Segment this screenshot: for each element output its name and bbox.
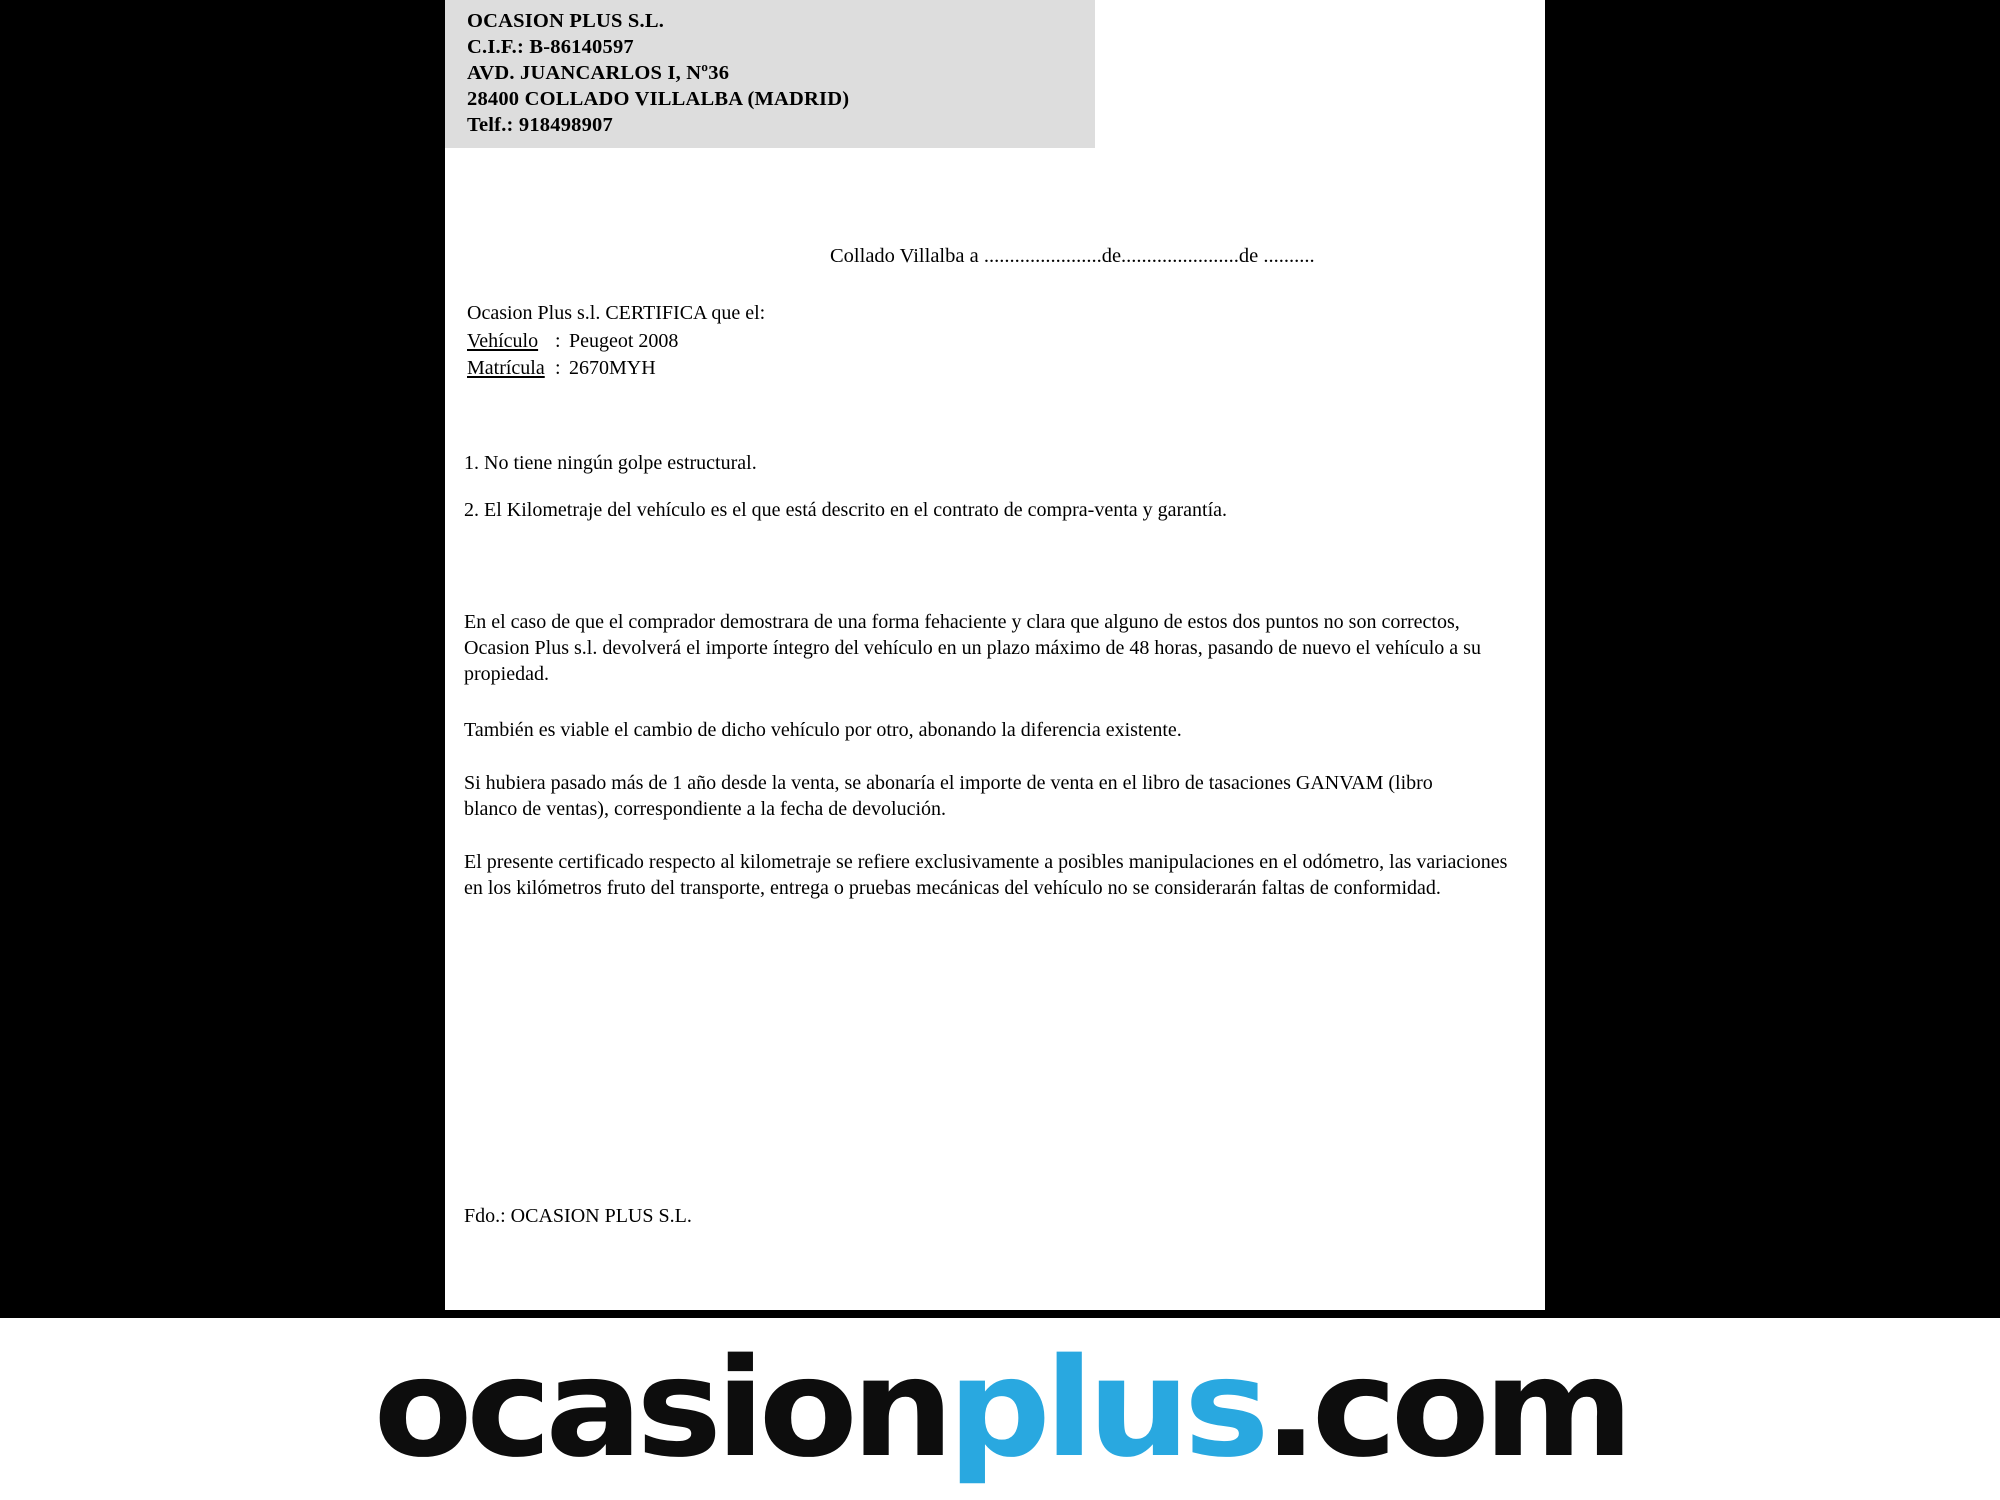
footer-logo-bar	[0, 1318, 2000, 1500]
logo-part-plus: plus	[947, 1330, 1263, 1488]
company-letterhead	[445, 0, 1095, 148]
field-plate	[467, 355, 1367, 381]
field-plate-value: 2670MYH	[569, 357, 656, 379]
company-name: OCASION PLUS S.L.	[467, 10, 665, 32]
logo-part-domain: .com	[1262, 1330, 1627, 1488]
company-cif: C.I.F.: B-86140597	[467, 36, 634, 58]
certificate-document	[445, 0, 1545, 1310]
body-paragraph: El presente certificado respecto al kilometraje se refiere exclusivamente a posibles manipulaciones en el odómetro, las variaciones en los kilómetros fruto del transporte, entrega o pruebas mecánicas del vehículo no se considerarán faltas de conformidad.	[464, 851, 1508, 899]
field-vehicle-label: Vehículo	[467, 330, 539, 352]
certified-point: 2. El Kilometraje del vehículo es el que está descrito en el contrato de compra-venta y garantía.	[464, 499, 1228, 521]
logo-part-ocasion: ocasion	[373, 1330, 948, 1488]
company-city: 28400 COLLADO VILLALBA (MADRID)	[467, 88, 850, 110]
certified-point: 1. No tiene ningún golpe estructural.	[464, 452, 757, 474]
field-vehicle-value: Peugeot 2008	[569, 330, 679, 352]
field-plate-label: Matrícula	[467, 357, 545, 379]
company-address: AVD. JUANCARLOS I, Nº36	[467, 62, 730, 84]
certifies-intro: Ocasion Plus s.l. CERTIFICA que el:	[467, 302, 766, 324]
signature-line: Fdo.: OCASION PLUS S.L.	[464, 1205, 692, 1227]
place-and-date-line: Collado Villalba a .......................de.......................de ..........	[830, 245, 1315, 267]
field-vehicle	[467, 328, 1367, 354]
company-phone: Telf.: 918498907	[467, 114, 613, 136]
body-paragraph: Si hubiera pasado más de 1 año desde la venta, se abonaría el importe de venta en el libro de tasaciones GANVAM (libro blanco de ventas), correspondiente a la fecha de devolución.	[464, 772, 1433, 820]
body-paragraph: En el caso de que el comprador demostrara de una forma fehaciente y clara que alguno de estos dos puntos no son correctos, Ocasion Plus s.l. devolverá el importe íntegro del vehículo en un plazo máximo de 48 horas, pasando de nuevo el vehículo a su propiedad.	[464, 611, 1481, 685]
ocasionplus-logo	[373, 1330, 1627, 1488]
field-vehicle-separator: :	[555, 330, 561, 352]
body-paragraph: También es viable el cambio de dicho vehículo por otro, abonando la diferencia existente.	[464, 719, 1182, 741]
field-plate-separator: :	[555, 357, 561, 379]
